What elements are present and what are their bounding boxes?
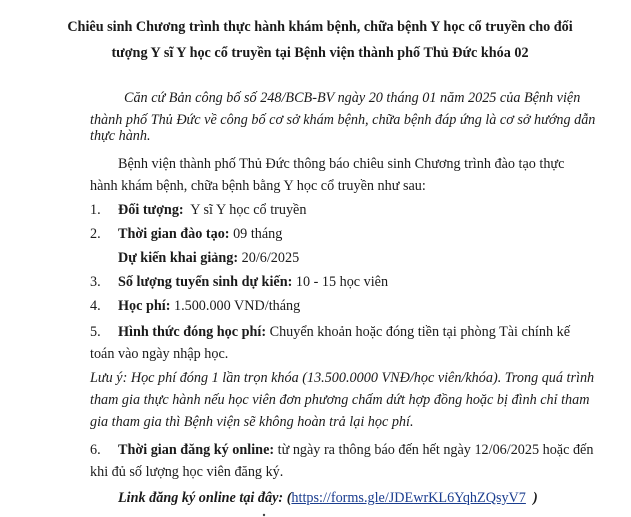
opening-date-value: 20/6/2025: [238, 250, 300, 266]
item-6-value: từ ngày ra thông báo đến hết ngày 12/06/2025 hoặc đến: [274, 442, 594, 458]
item-6-continuation: khi đủ số lượng học viên đăng ký.: [90, 464, 284, 480]
item-6-label: Thời gian đăng ký online:: [118, 442, 275, 458]
item-6: [118, 439, 593, 461]
link-open-paren: (: [283, 490, 292, 506]
basis-line-3: thực hành.: [90, 128, 151, 144]
item-5-label: Hình thức đóng học phí:: [118, 324, 267, 340]
registration-link-line: [118, 487, 538, 509]
cutoff-text-fragment-icon: [260, 509, 268, 517]
item-3-value: 10 - 15 học viên: [292, 274, 389, 290]
item-1-number: 1.: [90, 202, 101, 218]
link-label: Link đăng ký online tại đây:: [118, 490, 284, 506]
item-4: [118, 295, 300, 317]
document-title: [40, 14, 600, 66]
basis-line-2: thành phố Thủ Đức về công bố cơ sở khám bệnh, chữa bệnh đáp ứng là cơ sở hướng dẫn: [90, 112, 596, 128]
opening-date-label: Dự kiến khai giảng:: [118, 250, 239, 266]
item-2-label: Thời gian đào tạo:: [118, 226, 230, 242]
item-4-label: Học phí:: [118, 298, 171, 314]
item-5-continuation: toán vào ngày nhập học.: [90, 346, 229, 362]
item-2-number: 2.: [90, 226, 101, 242]
basis-line-1: Căn cứ Bản công bố số 248/BCB-BV ngày 20 tháng 01 năm 2025 của Bệnh viện: [124, 90, 581, 106]
item-5-value: Chuyển khoản hoặc đóng tiền tại phòng Tài chính kế: [266, 324, 570, 340]
link-close-paren: ): [525, 490, 538, 506]
registration-form-link[interactable]: https://forms.gle/JDEwrKL6YqhZQsyV7: [291, 490, 526, 506]
item-5-number: 5.: [90, 324, 101, 340]
item-1-label: Đối tượng:: [118, 202, 184, 218]
item-5: [118, 321, 570, 343]
note-line-2: tham gia thực hành nếu học viên đơn phương chấm dứt hợp đồng hoặc bị đình chỉ tham: [90, 392, 590, 408]
item-3: [118, 271, 388, 293]
item-1-value: Y sĩ Y học cổ truyền: [183, 202, 307, 218]
note-line-1: Lưu ý: Học phí đóng 1 lần trọn khóa (13.500.0000 VNĐ/học viên/khóa). Trong quá trình: [90, 370, 595, 386]
intro-line-2: hành khám bệnh, chữa bệnh bằng Y học cổ truyền như sau:: [90, 178, 426, 194]
item-3-label: Số lượng tuyển sinh dự kiến:: [118, 274, 293, 290]
item-3-number: 3.: [90, 274, 101, 290]
item-4-value: 1.500.000 VND/tháng: [170, 298, 301, 314]
item-2-value: 09 tháng: [229, 226, 283, 242]
item-opening-date: [118, 247, 299, 269]
item-2: [118, 223, 282, 245]
note-line-3: gia tham gia thì Bệnh viện sẽ không hoàn trả lại học phí.: [90, 414, 414, 430]
item-6-number: 6.: [90, 442, 101, 458]
item-4-number: 4.: [90, 298, 101, 314]
title-line-1: Chiêu sinh Chương trình thực hành khám bệnh, chữa bệnh Y học cổ truyền cho đối: [67, 19, 573, 35]
title-line-2: tượng Y sĩ Y học cổ truyền tại Bệnh viện thành phố Thủ Đức khóa 02: [111, 45, 529, 61]
intro-line-1: Bệnh viện thành phố Thủ Đức thông báo chiêu sinh Chương trình đào tạo thực: [118, 156, 565, 172]
item-1: [118, 199, 306, 221]
